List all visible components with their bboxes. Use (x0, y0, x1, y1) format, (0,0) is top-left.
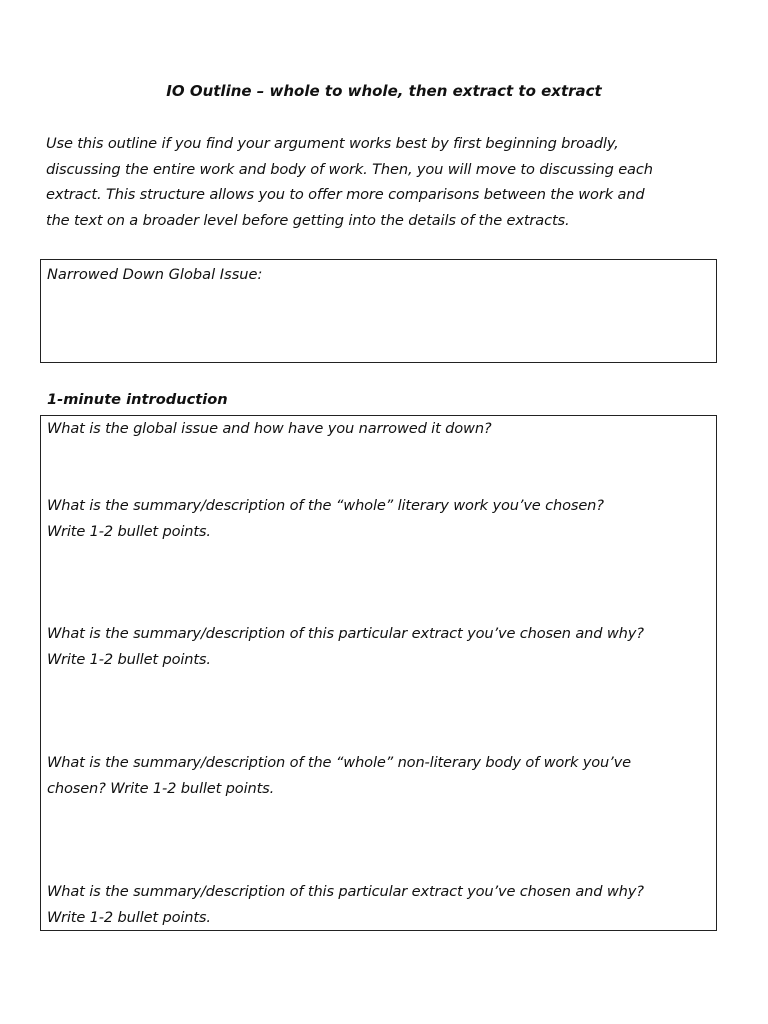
intro-line: discussing the entire work and body of work. Then, you will move to discussing each (46, 160, 653, 178)
intro-line: extract. This structure allows you to offer more comparisons between the work and (46, 186, 645, 204)
introduction-box[interactable] (40, 415, 717, 931)
intro-paragraph (46, 131, 736, 234)
introduction-heading: 1-minute introduction (47, 391, 228, 408)
intro-line: Use this outline if you find your argument works best by first beginning broadly, (46, 135, 619, 152)
question-line: What is the summary/description of this particular extract you’ve chosen and why? (47, 883, 644, 900)
question-line: Write 1-2 bullet points. (47, 908, 211, 926)
global-issue-label: Narrowed Down Global Issue: (47, 266, 263, 283)
document-title: IO Outline – whole to whole, then extract to extract (166, 82, 602, 100)
question-line: chosen? Write 1-2 bullet points. (47, 779, 275, 797)
question-line: What is the global issue and how have you narrowed it down? (47, 420, 492, 437)
intro-line: the text on a broader level before getting into the details of the extracts. (46, 212, 570, 230)
question-global-issue (47, 416, 712, 442)
question-non-literary-extract (47, 879, 712, 930)
question-non-literary-work (47, 750, 712, 801)
question-line: What is the summary/description of the “whole” literary work you’ve chosen? (47, 497, 604, 514)
question-line: Write 1-2 bullet points. (47, 650, 211, 668)
global-issue-box[interactable] (40, 259, 717, 363)
question-literary-work (47, 493, 712, 544)
question-line: What is the summary/description of the “whole” non-literary body of work you’ve (47, 754, 631, 771)
question-line: What is the summary/description of this particular extract you’ve chosen and why? (47, 625, 644, 642)
question-line: Write 1-2 bullet points. (47, 522, 211, 540)
question-literary-extract (47, 621, 712, 672)
